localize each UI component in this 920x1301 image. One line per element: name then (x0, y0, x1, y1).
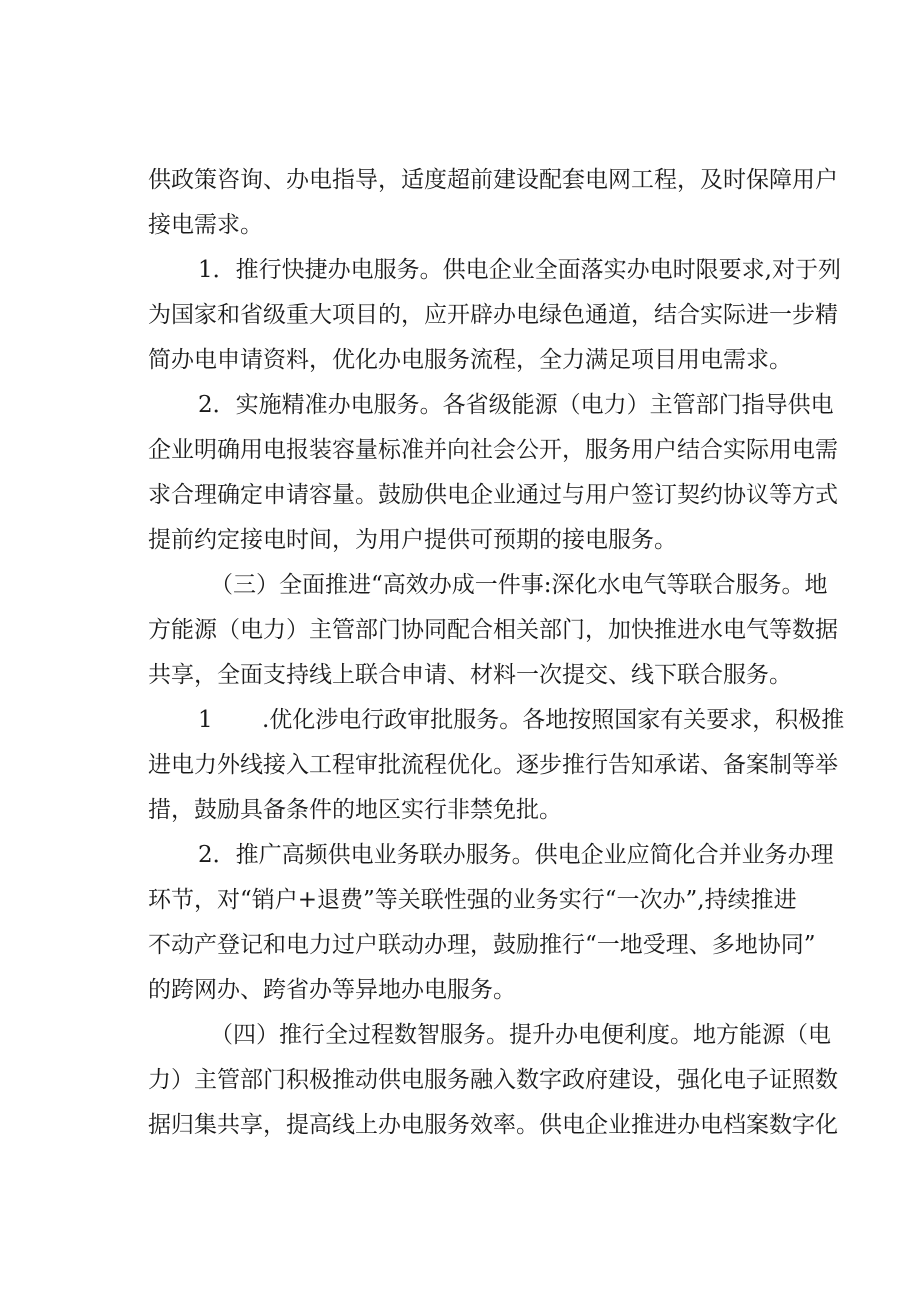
line-text: （三）全面推进“高效办成一件事:深化水电气等联合服务。地 (210, 572, 828, 598)
line-text: （四）推行全过程数智服务。提升办电便利度。地方能源（电 (210, 1022, 831, 1048)
line-text: 简办电申请资料，优化办电服务流程，全力满足项目用电需求。 (148, 347, 792, 373)
text-line (0, 340, 920, 380)
line-text: 1．推行快捷办电服务。供电企业全面落实办电时限要求,对于列 (198, 257, 841, 283)
text-line (0, 250, 920, 290)
line-text: 2．实施精准办电服务。各省级能源（电力）主管部门指导供电 (198, 392, 834, 418)
line-text: 不动产登记和电力过户联动办理，鼓励推行“一地受理、多地协同” (148, 932, 816, 958)
text-line (0, 655, 920, 695)
text-line (0, 295, 920, 335)
text-line (0, 970, 920, 1010)
line-text: 进电力外线接入工程审批流程优化。逐步推行告知承诺、备案制等举 (148, 752, 838, 778)
list-number: 1 (198, 707, 213, 733)
text-line (0, 925, 920, 965)
line-text: 2．推广高频供电业务联办服务。供电企业应简化合并业务办理 (198, 842, 834, 868)
line-text: 共享，全面支持线上联合申请、材料一次提交、线下联合服务。 (148, 662, 792, 688)
text-line (0, 835, 920, 875)
text-line (0, 430, 920, 470)
line-text: 方能源（电力）主管部门协同配合相关部门，加快推进水电气等数据 (148, 617, 838, 643)
text-line (0, 1060, 920, 1100)
text-line (0, 160, 920, 200)
line-text: 为国家和省级重大项目的，应开辟办电绿色通道，结合实际进一步精 (148, 302, 838, 328)
text-line (0, 790, 920, 830)
text-line (0, 205, 920, 245)
line-text: 提前约定接电时间，为用户提供可预期的接电服务。 (148, 527, 677, 553)
line-text: .优化涉电行政审批服务。各地按照国家有关要求，积极推 (262, 707, 845, 733)
line-text: 接电需求。 (148, 212, 263, 238)
text-line (0, 1015, 920, 1055)
line-text: 力）主管部门积极推动供电服务融入数字政府建设，强化电子证照数 (148, 1067, 838, 1093)
line-text: 求合理确定申请容量。鼓励供电企业通过与用户签订契约协议等方式 (148, 482, 838, 508)
line-text: 的跨网办、跨省办等异地办电服务。 (148, 977, 516, 1003)
text-line (0, 385, 920, 425)
text-line (0, 475, 920, 515)
text-line (0, 700, 920, 740)
text-line (0, 1105, 920, 1145)
line-text: 供政策咨询、办电指导，适度超前建设配套电网工程，及时保障用户 (148, 167, 838, 193)
text-line (0, 565, 920, 605)
line-text: 环节，对“销户+退费”等关联性强的业务实行“一次办”,持续推进 (148, 887, 797, 913)
line-text: 企业明确用电报装容量标准并向社会公开，服务用户结合实际用电需 (148, 437, 838, 463)
line-text: 措，鼓励具备条件的地区实行非禁免批。 (148, 797, 562, 823)
text-line (0, 610, 920, 650)
line-text: 据归集共享，提高线上办电服务效率。供电企业推进办电档案数字化 (148, 1112, 838, 1138)
text-line (0, 880, 920, 920)
text-line (0, 745, 920, 785)
text-line (0, 520, 920, 560)
